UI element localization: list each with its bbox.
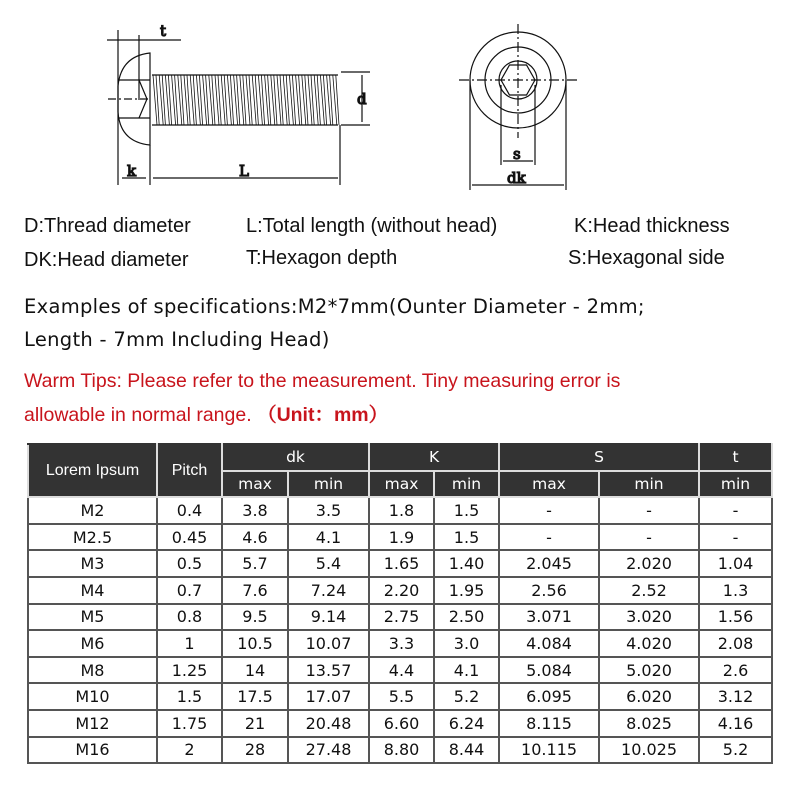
table-cell: 3.3 xyxy=(369,630,434,657)
table-cell: 1.5 xyxy=(434,497,499,524)
table-cell: 6.095 xyxy=(499,683,599,710)
thread-lines xyxy=(153,75,339,125)
legend-hexagon-depth: T:Hexagon depth xyxy=(246,247,398,269)
screw-spec-table xyxy=(27,443,773,764)
table-cell: 5.5 xyxy=(369,683,434,710)
subheader-min: min xyxy=(599,471,699,498)
table-cell: 14 xyxy=(222,657,288,684)
table-cell: 1.9 xyxy=(369,524,434,551)
thread-line xyxy=(258,75,264,125)
table-cell: M8 xyxy=(28,657,157,684)
table-cell: 5.020 xyxy=(599,657,699,684)
table-cell: 7.6 xyxy=(222,577,288,604)
table-cell: M16 xyxy=(28,737,157,764)
table-cell: 8.44 xyxy=(434,737,499,764)
thread-line xyxy=(289,75,295,125)
table-cell: 6.020 xyxy=(599,683,699,710)
table-cell: - xyxy=(699,497,772,524)
table-cell: 2.045 xyxy=(499,550,599,577)
thread-line xyxy=(246,75,252,125)
table-cell: 8.025 xyxy=(599,710,699,737)
warm-tips-line-1: Warm Tips: Please refer to the measurement. Tiny measuring error is xyxy=(24,370,621,392)
table-cell: 1.40 xyxy=(434,550,499,577)
table-cell: - xyxy=(599,497,699,524)
unit-note: （Unit：mm） xyxy=(257,404,389,426)
table-cell: M3 xyxy=(28,550,157,577)
table-cell: 1.5 xyxy=(157,683,222,710)
header-t: t xyxy=(699,444,772,471)
thread-line xyxy=(283,75,289,125)
legend-hexagonal-side: S:Hexagonal side xyxy=(568,247,725,269)
label-L: L xyxy=(239,162,249,180)
thread-line xyxy=(215,75,221,125)
header-k: K xyxy=(369,444,499,471)
table-cell: 1.25 xyxy=(157,657,222,684)
table-cell: 1.75 xyxy=(157,710,222,737)
table-cell: 5.4 xyxy=(288,550,369,577)
table-cell: M4 xyxy=(28,577,157,604)
table-cell: 7.24 xyxy=(288,577,369,604)
table-cell: 0.45 xyxy=(157,524,222,551)
table-cell: M5 xyxy=(28,604,157,631)
top-view xyxy=(459,24,577,190)
thread-line xyxy=(165,75,171,125)
table-cell: 4.1 xyxy=(288,524,369,551)
table-cell: 4.1 xyxy=(434,657,499,684)
label-s: s xyxy=(513,145,521,163)
table-cell: 2.6 xyxy=(699,657,772,684)
subheader-max: max xyxy=(499,471,599,498)
table-cell: M2 xyxy=(28,497,157,524)
header-s: S xyxy=(499,444,699,471)
table-cell: 2.08 xyxy=(699,630,772,657)
legend-thread-diameter: D:Thread diameter xyxy=(24,215,191,237)
table-cell: - xyxy=(599,524,699,551)
table-cell: - xyxy=(499,524,599,551)
thread-line xyxy=(178,75,184,125)
table-cell: 0.4 xyxy=(157,497,222,524)
table-row xyxy=(28,630,772,657)
table-row xyxy=(28,524,772,551)
legend-head-diameter: DK:Head diameter xyxy=(24,249,189,271)
table-cell: 10.115 xyxy=(499,737,599,764)
table-cell: M2.5 xyxy=(28,524,157,551)
table-cell: 21 xyxy=(222,710,288,737)
subheader-min: min xyxy=(699,471,772,498)
table-cell: 3.8 xyxy=(222,497,288,524)
thread-line xyxy=(265,75,271,125)
table-cell: 6.24 xyxy=(434,710,499,737)
header-name: Lorem Ipsum xyxy=(28,444,157,497)
example-line-1: Examples of specifications:M2*7mm(Ounter Diameter - 2mm; xyxy=(24,295,645,318)
table-cell: 20.48 xyxy=(288,710,369,737)
thread-line xyxy=(227,75,233,125)
table-cell: 8.115 xyxy=(499,710,599,737)
thread-line xyxy=(203,75,209,125)
label-t: t xyxy=(160,22,167,40)
thread-line xyxy=(333,75,339,125)
warm-tips-text: allowable in normal range. xyxy=(24,404,252,426)
header-pitch: Pitch xyxy=(157,444,222,497)
thread-line xyxy=(252,75,258,125)
table-cell: 4.084 xyxy=(499,630,599,657)
table-cell: 1.56 xyxy=(699,604,772,631)
table-cell: 1 xyxy=(157,630,222,657)
table-cell: 2.50 xyxy=(434,604,499,631)
thread-line xyxy=(277,75,283,125)
table-cell: 3.020 xyxy=(599,604,699,631)
table-cell: 4.4 xyxy=(369,657,434,684)
thread-line xyxy=(308,75,314,125)
legend-total-length: L:Total length (without head) xyxy=(246,215,498,237)
table-cell: 2.56 xyxy=(499,577,599,604)
table-row xyxy=(28,550,772,577)
table-cell: 1.04 xyxy=(699,550,772,577)
subheader-min: min xyxy=(434,471,499,498)
table-cell: 3.12 xyxy=(699,683,772,710)
thread-line xyxy=(196,75,202,125)
table-cell: 5.2 xyxy=(434,683,499,710)
subheader-max: max xyxy=(369,471,434,498)
table-row xyxy=(28,577,772,604)
thread-line xyxy=(314,75,320,125)
table-cell: 4.6 xyxy=(222,524,288,551)
thread-line xyxy=(209,75,215,125)
table-cell: 3.5 xyxy=(288,497,369,524)
table-cell: 1.8 xyxy=(369,497,434,524)
table-cell: 8.80 xyxy=(369,737,434,764)
thread-line xyxy=(240,75,246,125)
table-cell: 0.5 xyxy=(157,550,222,577)
table-cell: M10 xyxy=(28,683,157,710)
table-cell: 2.020 xyxy=(599,550,699,577)
thread-line xyxy=(172,75,178,125)
thread-line xyxy=(221,75,227,125)
table-cell: M12 xyxy=(28,710,157,737)
label-d: d xyxy=(357,90,367,108)
thread-line xyxy=(159,75,165,125)
thread-line xyxy=(327,75,333,125)
table-row xyxy=(28,604,772,631)
subheader-min: min xyxy=(288,471,369,498)
thread-line xyxy=(184,75,190,125)
table-cell: 10.025 xyxy=(599,737,699,764)
thread-line xyxy=(296,75,302,125)
legend-head-thickness: K:Head thickness xyxy=(574,215,730,237)
warm-tips-line-2 xyxy=(24,399,388,427)
table-cell: 17.07 xyxy=(288,683,369,710)
table-cell: 27.48 xyxy=(288,737,369,764)
table-cell: 0.8 xyxy=(157,604,222,631)
table-cell: 2.20 xyxy=(369,577,434,604)
table-cell: 9.14 xyxy=(288,604,369,631)
table-row xyxy=(28,683,772,710)
table-cell: - xyxy=(499,497,599,524)
table-cell: 1.3 xyxy=(699,577,772,604)
table-cell: 3.071 xyxy=(499,604,599,631)
thread-line xyxy=(190,75,196,125)
table-cell: 3.0 xyxy=(434,630,499,657)
example-line-2: Length - 7mm Including Head) xyxy=(24,328,330,351)
table-cell: 10.5 xyxy=(222,630,288,657)
table-cell: 28 xyxy=(222,737,288,764)
table-cell: 13.57 xyxy=(288,657,369,684)
table-cell: 2.75 xyxy=(369,604,434,631)
table-row xyxy=(28,497,772,524)
table-cell: 1.5 xyxy=(434,524,499,551)
thread-line xyxy=(320,75,326,125)
table-cell: 17.5 xyxy=(222,683,288,710)
table-cell: - xyxy=(699,524,772,551)
thread-line xyxy=(302,75,308,125)
header-dk: dk xyxy=(222,444,369,471)
label-k: k xyxy=(127,162,137,180)
table-cell: 0.7 xyxy=(157,577,222,604)
table-cell: 1.65 xyxy=(369,550,434,577)
table-cell: 6.60 xyxy=(369,710,434,737)
thread-line xyxy=(271,75,277,125)
thread-line xyxy=(153,75,159,125)
table-cell: 9.5 xyxy=(222,604,288,631)
table-row xyxy=(28,710,772,737)
screw-technical-drawing xyxy=(0,0,800,200)
table-cell: 4.16 xyxy=(699,710,772,737)
label-dk: dk xyxy=(507,169,526,187)
table-cell: 4.020 xyxy=(599,630,699,657)
table-cell: 2 xyxy=(157,737,222,764)
table-cell: 10.07 xyxy=(288,630,369,657)
table-cell: 2.52 xyxy=(599,577,699,604)
subheader-max: max xyxy=(222,471,288,498)
table-cell: 5.084 xyxy=(499,657,599,684)
table-row xyxy=(28,737,772,764)
table-cell: 5.2 xyxy=(699,737,772,764)
table-cell: 1.95 xyxy=(434,577,499,604)
table-row xyxy=(28,657,772,684)
thread-line xyxy=(234,75,240,125)
table-cell: 5.7 xyxy=(222,550,288,577)
table-cell: M6 xyxy=(28,630,157,657)
